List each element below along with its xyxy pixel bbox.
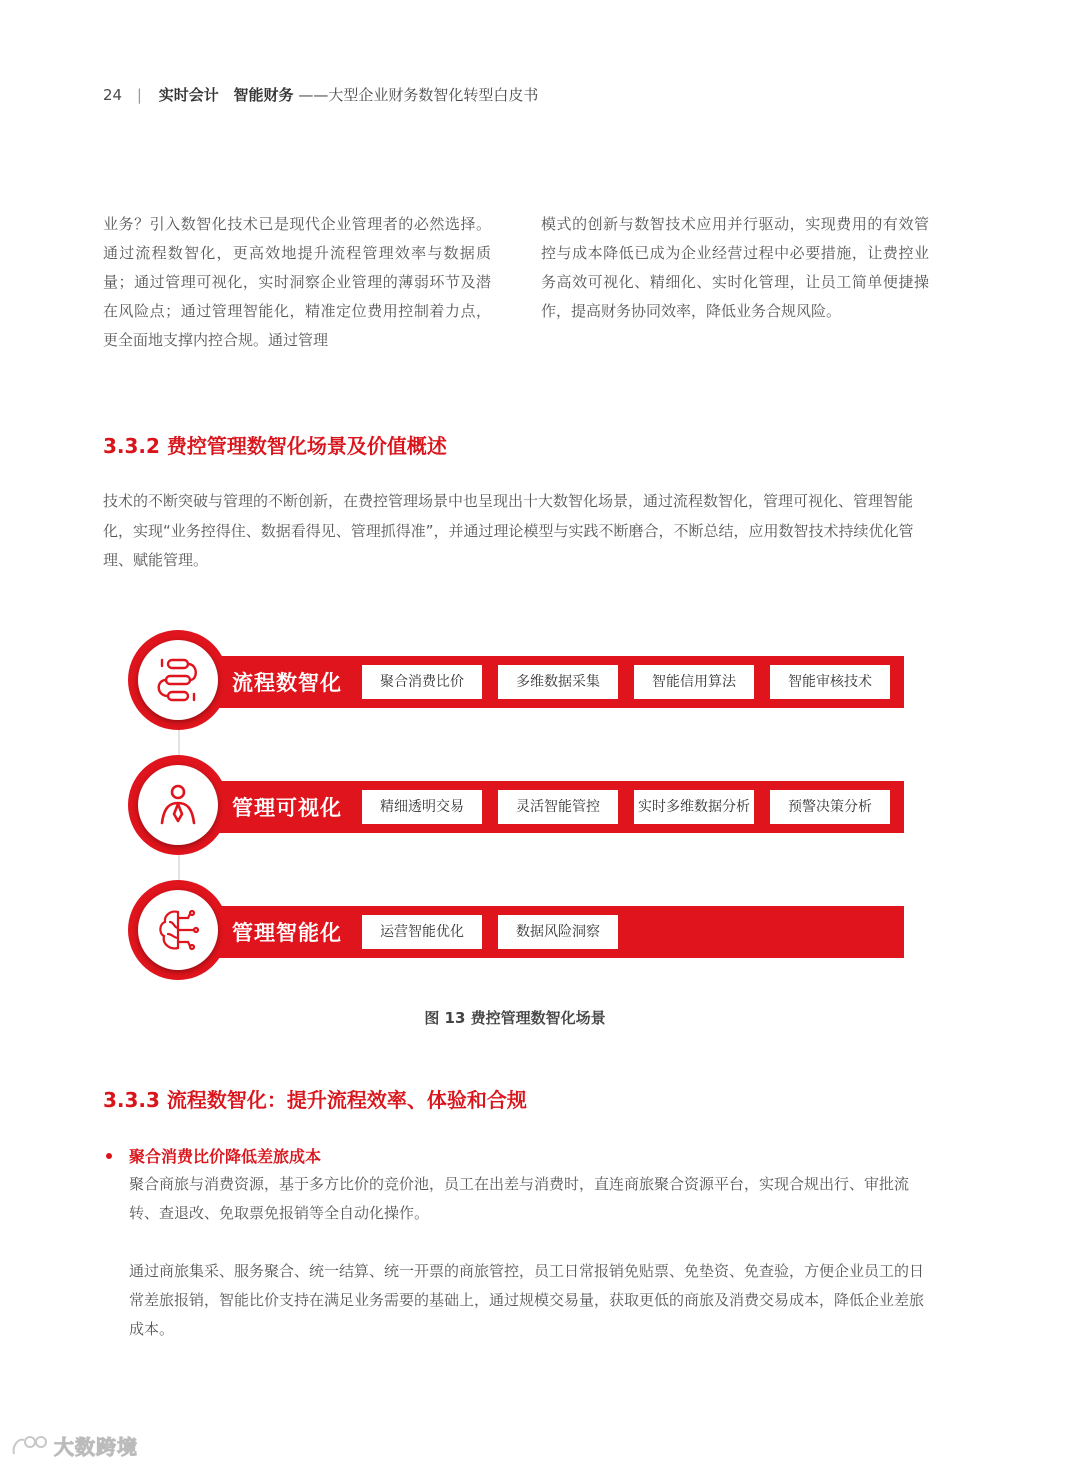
scenario-tag: 数据风险洞察 bbox=[498, 915, 618, 949]
brain-icon bbox=[150, 902, 206, 958]
scenario-tag: 聚合消费比价 bbox=[362, 665, 482, 699]
row-icon-ring bbox=[128, 630, 228, 730]
figure-caption: 图 13 费控管理数智化场景 bbox=[424, 1009, 606, 1027]
row-icon-ring bbox=[128, 755, 228, 855]
row-title: 管理可视化 bbox=[232, 796, 342, 820]
row-icon-ring bbox=[128, 880, 228, 980]
scenario-tag: 实时多维数据分析 bbox=[634, 790, 754, 824]
bullet-icon bbox=[106, 1153, 112, 1159]
header-subtitle: ——大型企业财务数智化转型白皮书 bbox=[298, 86, 539, 104]
watermark bbox=[10, 1430, 138, 1460]
watermark-text: 大数跨境 bbox=[54, 1434, 138, 1459]
scenario-tag: 运营智能优化 bbox=[362, 915, 482, 949]
section-333-title: 3.3.3 流程数智化：提升流程效率、体验和合规 bbox=[103, 1088, 527, 1112]
scenario-diagram bbox=[128, 630, 918, 990]
section-332-body: 技术的不断突破与管理的不断创新，在费控管理场景中也呈现出十大数智化场景，通过流程数智化，管理可视化、管理智能化，实现“业务控得住、数据看得见、管理抓得准”，并通过理论模型与实践不断磨合，不断总结，应用数智技术持续优化管理、赋能管理。 bbox=[103, 492, 914, 569]
scenario-tag: 多维数据采集 bbox=[498, 665, 618, 699]
diagram-row-intelligent bbox=[128, 880, 918, 980]
intro-right-column: 模式的创新与数智技术应用并行驱动，实现费用的有效管控与成本降低已成为企业经营过程中必要措施，让费控业务高效可视化、精细化、实时化管理，让员工简单便捷操作，提高财务协同效率，降低业务合规风险。 bbox=[541, 215, 929, 320]
page-header bbox=[103, 84, 538, 105]
scenario-tag: 智能信用算法 bbox=[634, 665, 754, 699]
scenario-tag: 预警决策分析 bbox=[770, 790, 890, 824]
header-separator: | bbox=[136, 86, 142, 104]
diagram-row-flow bbox=[128, 630, 918, 730]
header-bold-2: 智能财务 bbox=[233, 86, 294, 104]
scenario-tag: 精细透明交易 bbox=[362, 790, 482, 824]
section-333-para-1: 聚合商旅与消费资源，基于多方比价的竞价池，员工在出差与消费时，直连商旅聚合资源平台，实现合规出行、审批流转、查退改、免取票免报销等全自动化操作。 bbox=[129, 1175, 910, 1222]
header-bold-1: 实时会计 bbox=[158, 86, 219, 104]
diagram-row-visual bbox=[128, 755, 918, 855]
row-title: 流程数智化 bbox=[232, 671, 342, 695]
person-icon bbox=[150, 777, 206, 833]
flow-icon bbox=[150, 652, 206, 708]
section-333-para-2: 通过商旅集采、服务聚合、统一结算、统一开票的商旅管控，员工日常报销免贴票、免垫资、免查验，方便企业员工的日常差旅报销，智能比价支持在满足业务需要的基础上，通过规模交易量，获取更低的商旅及消费交易成本，降低企业差旅成本。 bbox=[129, 1262, 925, 1338]
row-title: 管理智能化 bbox=[232, 921, 342, 945]
section-332-title: 3.3.2 费控管理数智化场景及价值概述 bbox=[103, 434, 447, 458]
brand-logo-icon bbox=[10, 1432, 50, 1458]
intro-left-column: 业务？引入数智化技术已是现代企业管理者的必然选择。通过流程数智化，更高效地提升流程管理效率与数据质量；通过管理可视化，实时洞察企业管理的薄弱环节及潜在风险点；通过管理智能化，精准定位费用控制着力点，更全面地支撑内控合规。通过管理 bbox=[103, 215, 491, 349]
scenario-tag: 灵活智能管控 bbox=[498, 790, 618, 824]
scenario-tag: 智能审核技术 bbox=[770, 665, 890, 699]
bullet-title: 聚合消费比价降低差旅成本 bbox=[129, 1147, 322, 1166]
page-number: 24 bbox=[103, 86, 123, 104]
